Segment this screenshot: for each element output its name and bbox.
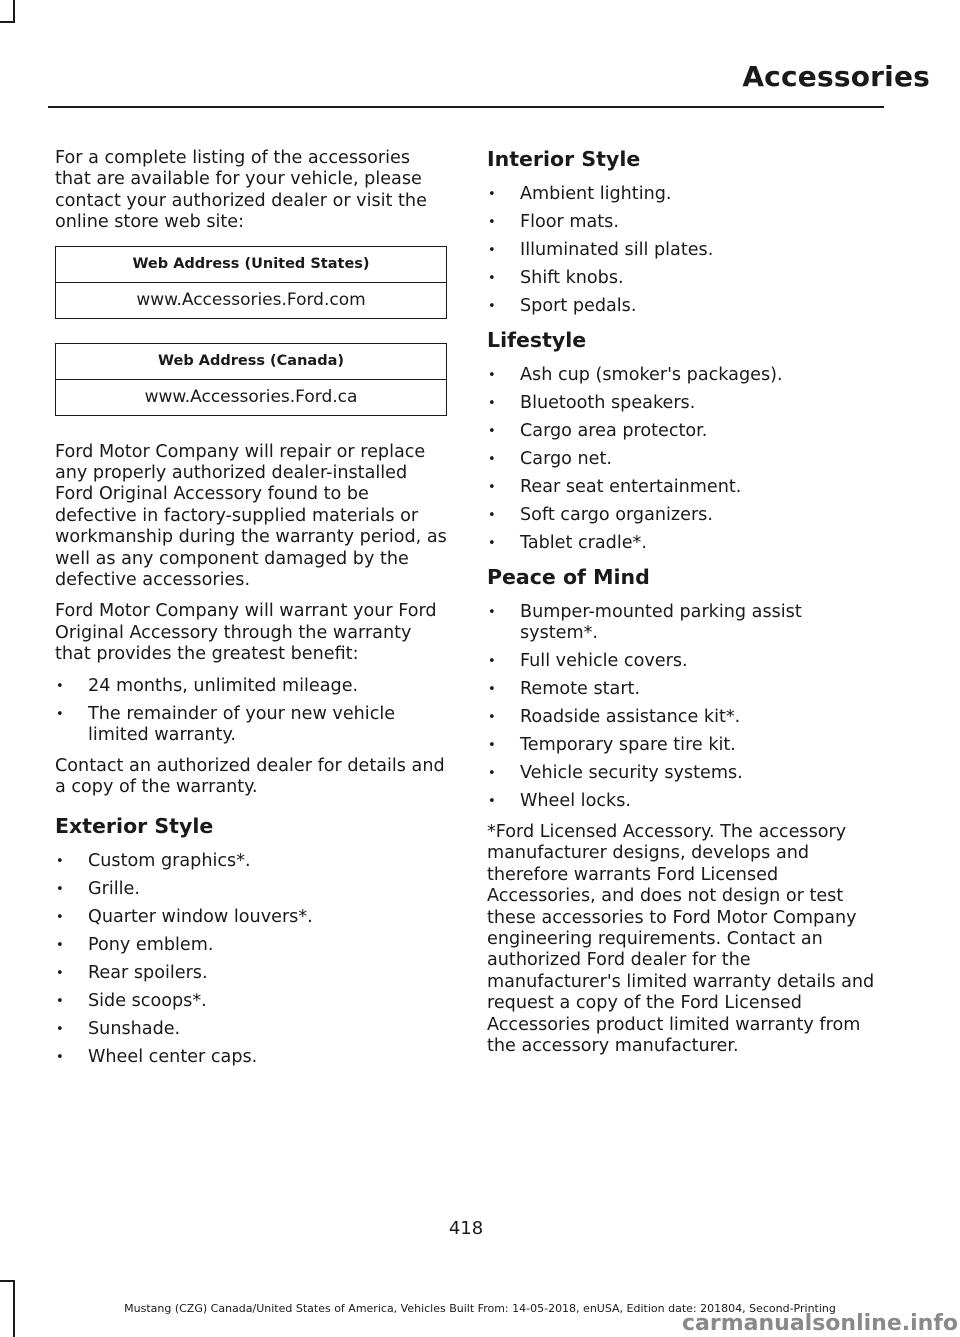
list-item: • Rear seat entertainment. — [487, 477, 882, 498]
intro-paragraph: For a complete listing of the accessories that are available for your vehicle, please contact your authorized dealer or visit the online store web site: — [55, 148, 427, 233]
list-item: • The remainder of your new vehicle limited warranty. — [55, 704, 447, 746]
header-rule — [48, 106, 884, 108]
exterior-style-list — [55, 851, 447, 1068]
list-item: • Wheel locks. — [487, 791, 882, 812]
crop-mark-top-left-horizontal — [0, 21, 15, 23]
list-item: • Side scoops*. — [55, 991, 447, 1012]
left-column — [55, 148, 447, 1078]
list-item: • Soft cargo organizers. — [487, 505, 882, 526]
list-item: • Bluetooth speakers. — [487, 393, 882, 414]
list-item: • Rear spoilers. — [55, 963, 447, 984]
footer-text: Mustang (CZG) Canada/United States of America, Vehicles Built From: 14-05-2018, enUSA, Edition date: 201804, Second-Printing — [124, 1302, 836, 1315]
licensed-accessory-footnote: *Ford Licensed Accessory. The accessory manufacturer designs, develops and therefore warrants Ford Licensed Accessories, and does not design or test these accessories to Ford Motor Company engineering requirements. Contact an authorized Ford dealer for the manufacturer's limited warranty details and request a copy of the Ford Licensed Accessories product limited warranty from the accessory manufacturer. — [487, 822, 875, 1057]
list-item: • Roadside assistance kit*. — [487, 707, 882, 728]
repair-paragraph: Ford Motor Company will repair or replace any properly authorized dealer-installed Ford Original Accessory found to be defective in factory-supplied materials or workmanship during the warranty period, as well as any component damaged by the defective accessories. — [55, 441, 447, 591]
lifestyle-heading: Lifestyle — [487, 328, 587, 352]
us-web-address-table — [55, 246, 447, 319]
list-item: • Ash cup (smoker's packages). — [487, 365, 882, 386]
list-item: • Temporary spare tire kit. — [487, 735, 882, 756]
exterior-style-heading: Exterior Style — [55, 813, 214, 838]
list-item: • Cargo area protector. — [487, 421, 882, 442]
lifestyle-list — [487, 365, 882, 554]
list-item: • Illuminated sill plates. — [487, 240, 882, 261]
list-item: • Vehicle security systems. — [487, 763, 882, 784]
peace-of-mind-list — [487, 602, 882, 812]
list-item: • Pony emblem. — [55, 935, 447, 956]
interior-style-list — [487, 184, 882, 317]
list-item: • Ambient lighting. — [487, 184, 882, 205]
page-number: 418 — [448, 1218, 484, 1239]
list-item: • Remote start. — [487, 679, 882, 700]
list-item: • Grille. — [55, 879, 447, 900]
warranty-paragraph: Ford Motor Company will warrant your Ford Original Accessory through the warranty that provides the greatest benefit: — [55, 601, 437, 665]
crop-mark-bottom-left-horizontal — [0, 1280, 15, 1282]
list-item: • Wheel center caps. — [55, 1047, 447, 1068]
interior-style-heading: Interior Style — [487, 147, 641, 171]
list-item: • Bumper-mounted parking assist system*. — [487, 602, 882, 644]
list-item: • Full vehicle covers. — [487, 651, 882, 672]
list-item: • Custom graphics*. — [55, 851, 447, 872]
canada-web-address-table — [55, 343, 447, 416]
us-table-header: Web Address (United States) — [56, 246, 447, 282]
page-title: Accessories — [742, 60, 930, 93]
contact-paragraph: Contact an authorized dealer for details and a copy of the warranty. — [55, 755, 445, 798]
crop-mark-top-left-vertical — [13, 0, 15, 22]
list-item: • Shift knobs. — [487, 268, 882, 289]
warranty-list — [55, 676, 447, 746]
list-item: • Tablet cradle*. — [487, 533, 882, 554]
list-item: • Cargo net. — [487, 449, 882, 470]
list-item: • Quarter window louvers*. — [55, 907, 447, 928]
canada-web-address: www.Accessories.Ford.ca — [56, 379, 447, 415]
canada-table-header: Web Address (Canada) — [56, 343, 447, 379]
us-web-address: www.Accessories.Ford.com — [56, 282, 447, 318]
watermark: carmanualsonline.info — [682, 1311, 958, 1336]
list-item: • 24 months, unlimited mileage. — [55, 676, 447, 697]
list-item: • Sunshade. — [55, 1019, 447, 1040]
right-column — [487, 146, 882, 1067]
list-item: • Floor mats. — [487, 212, 882, 233]
list-item: • Sport pedals. — [487, 296, 882, 317]
peace-of-mind-heading: Peace of Mind — [487, 565, 650, 589]
